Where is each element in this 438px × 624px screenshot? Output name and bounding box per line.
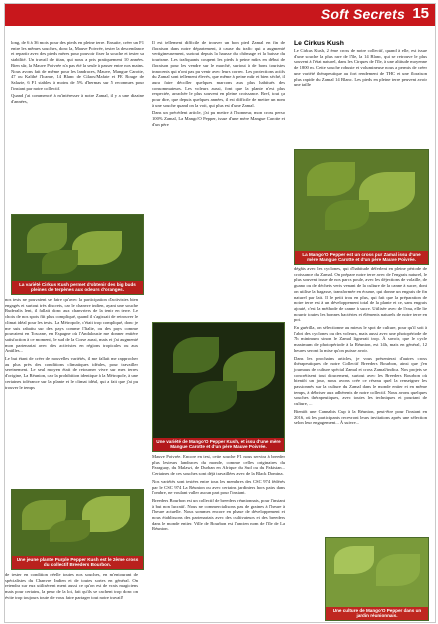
- paragraph: Le Cirkus Kush, 2 ème cross de notre collectif, quand à elle, est issue d'une souche la plus rare de l'île, la 14 Blanc, qui se retrouve le plus souvent à l'état naturel, dans les Cirques de l'île, à une altitude moyenne de 1800 m. Cette souche robuste et volumineuse nous a permis de créer une variété thérapeutique au fort rendement de THC et une floraison plus rapide du Zamal 14 Blanc. Les pieds en pleine terre peuvent avoir une taille: [294, 48, 427, 88]
- page-number: 15: [412, 5, 429, 22]
- page-header: [5, 4, 435, 26]
- paragraph: Il est tellement difficile de trouver un bon pied Zamal en fin de floraison dans notre département, à cause du trafic qui a augmenté vertigineusement, surtout depuis la hausse du chômage et la baisse du tourisme. Les trafiquants coupent les pieds à peine mûrs en début de floraison pour les vendre sur le marché, surtout à de bons touristes innocents qui n'ont pas pu venir avec leurs correc. Les protections actifs du Zamal sont tellement élevés, que même à peine mûr et bien séché, il aura faire décoller quelques marcons aux plus habitués des consommateurs. Les voleurs aussi, font que la plante n'est plus respectée, arrachée le plus souvent en pleine croissance. Bref, tout ça pour dire, que depuis quelques années, il est difficile de mettre un nom à une souche quand on la voit, qui plus est d'une Zamal.: [152, 40, 285, 108]
- photo-caption: La variété Cirkus Kush permet d'obtenir des big buds pleines de terpènes aux odeurs d'oranges.: [12, 281, 143, 294]
- paragraph: Dans un précédent article, j'ai pu mettre à l'honneur, mon cross perso 100% Zamal, La Mango'O Pepper, issue d'une mère Mangue Carotte et d'un père: [152, 110, 285, 127]
- paragraph: de tester en condition réelle toutes nos souches, en m'entourant de spécialistes du Chanvre Indien et de toutes sortes en général. On retendra sur eux utilisèrent ment aussi ce qu'on est de vrais magiciens mais pour certains, la peur de la loi, fait qu'ils se cachent trop donc on évite trop toujours toute de vous faire partager tout notre travail!: [5, 572, 138, 600]
- paragraph: Le but étant de créer de nouvelles variétés, il me fallait me rapprocher au plus près des conditions climatiques idéales, pour travailler sereinement. Le seul moyen était de retourner vivre sur mes terres d'origine, La Réunion, car la prohibition identique à la Métropole, à une certaines tolérance sur la plante et le climat idéal, qui a fait que j'ai pu trouver le temps: [5, 356, 138, 390]
- photo-cirkus-kush-buds: [11, 214, 144, 295]
- photo-caption: Une culture de Mango'O Pepper dans un jardin réunionnais.: [326, 607, 428, 620]
- text-column-2: [152, 40, 285, 130]
- paragraph: dégâts avec les cyclones, qui d'habitude déferlent en pleine période de croissance du Zamal. On prépare notre terre avec de l'engrais naturel, le plus souvent issue de nos parcs poule, avec les déjections de volaille, de guano ou de déchets verts venant de la culture de la canne à sucre, dont on utilise la bagasse, transformée en écume, qui donne un engrais de fin naturel par lait. Il le petit trou en plus, qui fait que la préparation de notre terre est à un développement total de la plante et ce, sans engrais ajouté, c'est la méthode de canne à sucre. Utilisée avec de l'eau, elle lie nourrir toutes les bonnes bactéries et éléments naturels de notre terre en pot.: [294, 266, 427, 323]
- magazine-page: [4, 3, 436, 623]
- magazine-brand: Soft Secrets: [320, 6, 405, 22]
- photo-purple-pepper-kush: [11, 489, 144, 570]
- photo-mango-pepper-garden: [325, 537, 429, 621]
- photo-caption: Une jeune plante Purple Pepper Kush est le 2ème cross du collectif Breeders Bourbon.: [12, 556, 143, 569]
- text-column-3: [294, 40, 427, 90]
- text-column-1c: [5, 572, 138, 603]
- paragraph: nos tests ne pouvaient se faire qu'avec la participation d'activistes bien engagés et surtout très discrets, car le chanvre indien, ayant une souche Ruderalis lent, il fallait donc aux chanvriers de la tenir en terre. Le choix de nos spots fût plus compliqué, quand il s'agissait de retrouver le climat idéal pour les tests. La Métropole, c'était trop compliqué, donc je me suis rabattu sur des pays comme l'Italie, ou des pays comme pouvaient en Toscane, en Espagne où l'Andalousie me donner entière satisfaction à ce moment, le sud de la Corse aussi, mais et j'ai augmenté mon partenariat avec des activistes en régions tropicales ou aux Antilles...: [5, 297, 138, 354]
- paragraph: Nos variétés sont testées entre tous les membres des CSC 974 fédérés par le CSC 974 La Réunion ou avec certains jardiniers hors pairs dans l'ombre, ne voulant valler aucun part pour l'instant.: [152, 478, 285, 496]
- paragraph: Bientôt une Cannabis Cup à la Réunion, peut-être pour l'instant en 2016, où les participants recevront leurs invitations après une sélection selon leur engagement... À suivre...: [294, 408, 427, 426]
- paragraph: Breeders Bourbon est un collectif de breeders réunionnais, pour l'instant à but non lucratif. Nous ne commercialisons pas de graines à l'heure à l'heure actuelle. Nous sommes encore en phase de développement et nous établissons des partenariats avec des cultivateurs et des breeders dans le monde entier. Ville de Bourbon est l'ancien nom de l'île de La Réunion.: [152, 497, 285, 532]
- photo-caption: Une variété de Mango'O Pepper Kush, et issu d'une mère Mangue Carotte et d'un père Mauve Poivrée.: [153, 438, 284, 451]
- paragraph: Quand j'ai commencé à m'intéresser à notre Zamal, il y a une dizaine d'années,: [11, 93, 144, 105]
- paragraph: long, de 6 à 36 mois pour des pieds en pleine terre. Ensuite, créer un F1 entre les mêmes souches, donc la, Mauve Poivrée, tester la descendance et repartir avec des pieds mères pour pouvoir fixer la souche et tester sa stabilité. Un travail de titan, qui nous a pris pratiquement 10 années. Bien sûr, la Mauve Poivrée n'a pas été la seule à passer entre nos mains. Nous avons fait de même pour les landraces, Mauve, Mangue Carotte, 47 ou Kalihé l'Icame, 14 Blanc de Cilaos/Mafate et FE Rouge de Salazie, 6 F1 stables à moins de 5% d'hermas sur 5 reconnues pour l'instant par notre collectif.: [11, 40, 144, 91]
- photo-mango-pepper-kush-night: [152, 322, 285, 452]
- text-column-1b: [5, 297, 138, 392]
- paragraph: En guérilla, on sélectionne au mieux le spot de culture, pour qu'il soit à l'abri des cyclones ou des voleurs, mais aussi avec une photopériode de 7h minimum sinon le Zamal lignerait trop. À savoir, que le cycle maximum de photopériode à la Réunion, est 14h, mais en général, 12 heures seront la mise qu'on puisse avoir.: [294, 325, 427, 353]
- photo-mango-pepper-zamal: [294, 149, 429, 265]
- section-heading: Le Cirkus Kush: [294, 40, 344, 47]
- text-column-1: [11, 40, 144, 107]
- paragraph: Mauve Poivrée. Encore en test, cette souche F1 nous servira à breeder plus lesieurs landraces du monde, comme celles originaires du Paraguay, du Malawi, de Durban en Afrique du Sud ou du Pakistan... Certaines de ces souches sont déjà travaillées avec de la Black Domina.: [152, 454, 285, 477]
- text-column-2b: [152, 454, 285, 534]
- text-column-3b: [294, 266, 427, 428]
- paragraph: Dans les prochains articles, je vous présenterai d'autres cross thérapeutiques de notre Collectif Breeders Bourbon, ainsi que j'en journaux de culture spécial Zamal et cross Zamal/indica. Nos projets se concrétisent tout doucement, surtout avec les Breeders Bourbon où bientôt un jour, nous avons crée ce réseau quel la renseigner les passionnés sur la culture du Zamal dans le monde entier et en même temps, à débriser aux adhérents de notre collectif. Nous avons quelques souches thérapeutiques, avec toutes les techniques et pourtant de culture, ...: [294, 355, 427, 407]
- photo-caption: La Mango'O Pepper est un cross pur Zamal issu d'une mère Mangue Carotte et d'un père Mauve Poivrée.: [295, 251, 428, 264]
